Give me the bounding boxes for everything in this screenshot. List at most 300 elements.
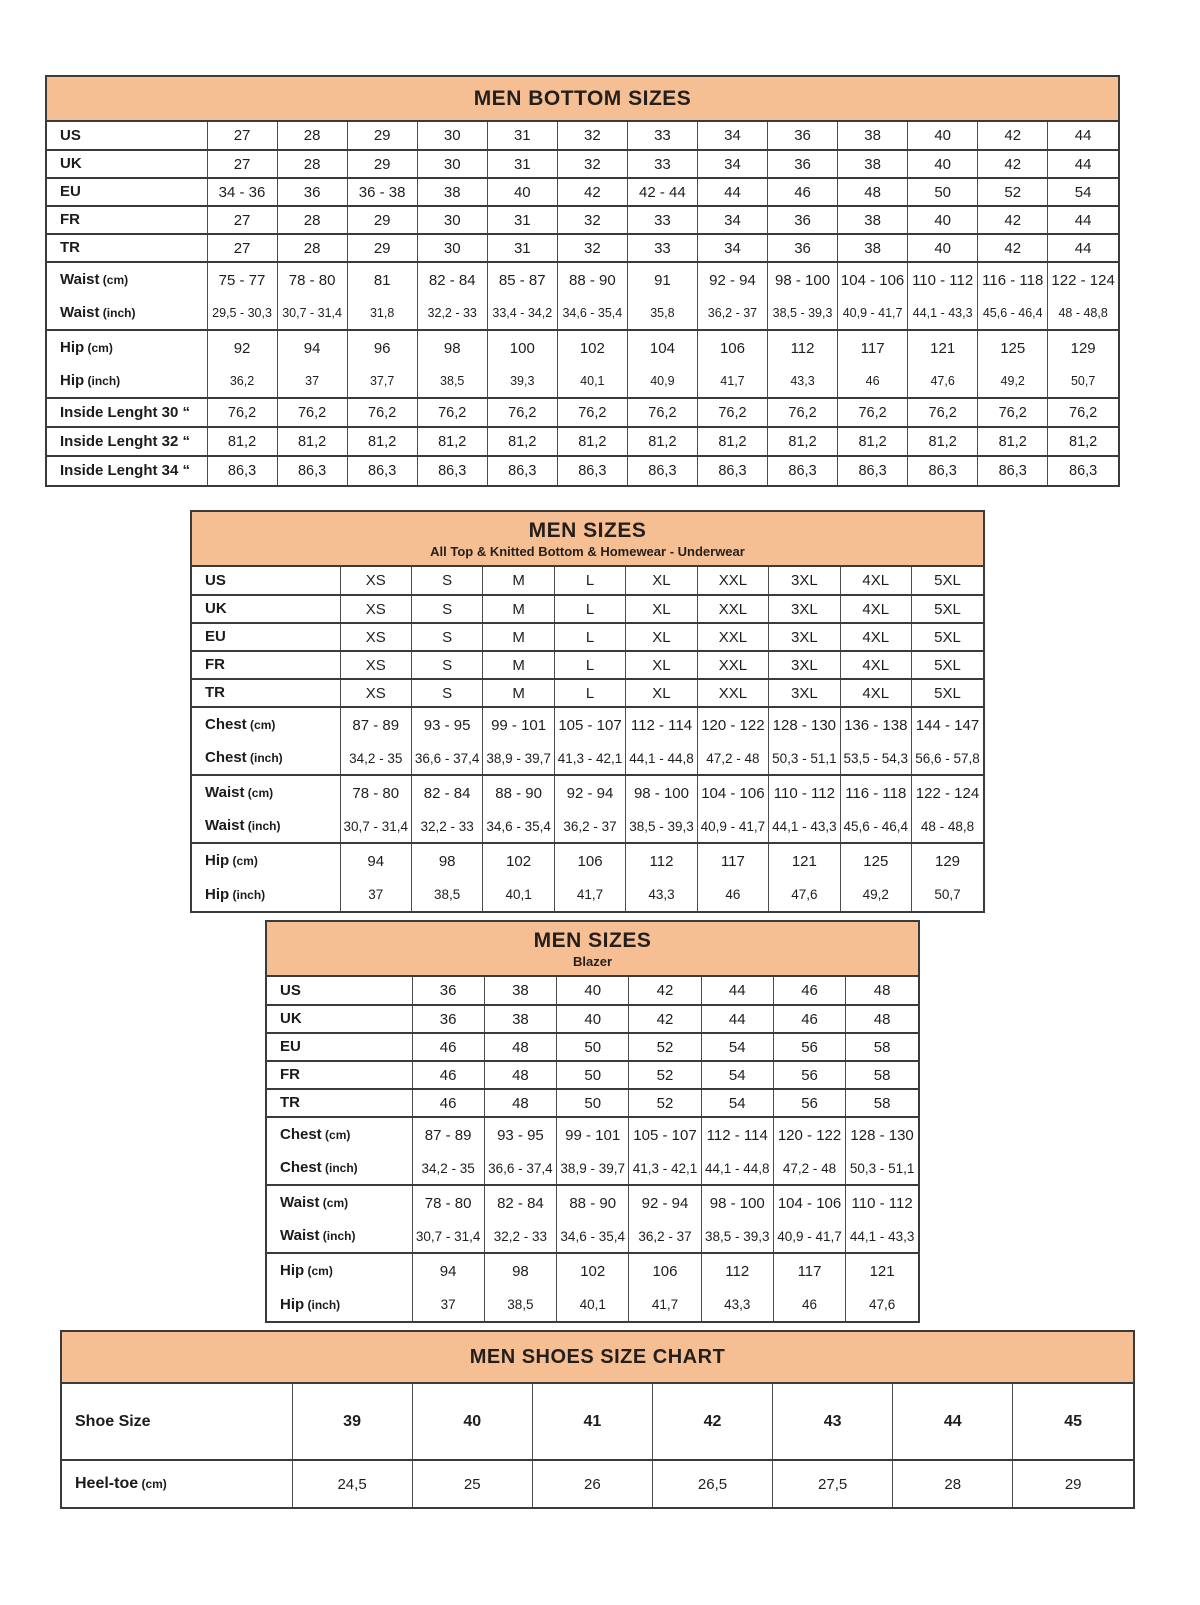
row-label — [47, 297, 207, 330]
size-cell: 94 — [340, 843, 411, 878]
size-cell: 52 — [629, 1033, 701, 1061]
table-row — [267, 1152, 918, 1185]
size-cell: 54 — [701, 1089, 773, 1117]
size-cell: 75 - 77 — [207, 262, 277, 297]
size-cell: 98 — [411, 843, 482, 878]
size-cell: 99 - 101 — [483, 707, 554, 742]
table-row — [267, 1220, 918, 1253]
row-label-unit: (inch) — [99, 306, 136, 320]
size-cell: 34,2 - 35 — [340, 742, 411, 775]
size-cell: 44 — [1048, 150, 1118, 178]
table-row — [267, 1033, 918, 1061]
size-cell: 3XL — [769, 567, 840, 595]
row-label — [267, 1033, 412, 1061]
row-label — [47, 398, 207, 427]
size-cell: 40,9 - 41,7 — [697, 810, 768, 843]
size-cell: 104 - 106 — [773, 1185, 845, 1220]
size-cell: 106 — [554, 843, 625, 878]
size-cell: 5XL — [912, 595, 984, 623]
row-label-text: UK — [205, 600, 227, 617]
size-cell: 38,9 - 39,7 — [483, 742, 554, 775]
size-cell: 48 — [484, 1033, 556, 1061]
size-cell: 32 — [557, 122, 627, 150]
size-cell: 76,2 — [627, 398, 697, 427]
size-cell: 40 — [557, 977, 629, 1005]
size-cell: 36,2 — [207, 365, 277, 398]
size-cell: XL — [626, 595, 697, 623]
size-cell: 29 — [1013, 1460, 1133, 1507]
table-row — [62, 1460, 1133, 1507]
table-row — [47, 234, 1118, 262]
table-row — [267, 1288, 918, 1321]
row-label-text: Waist — [60, 271, 100, 288]
size-cell: 46 — [773, 1288, 845, 1321]
size-cell: 102 — [557, 330, 627, 365]
size-cell: 28 — [277, 150, 347, 178]
row-label-unit: (inch) — [321, 1161, 358, 1175]
size-cell: 117 — [773, 1253, 845, 1288]
size-cell: 129 — [1048, 330, 1118, 365]
row-label-text: US — [60, 126, 81, 144]
size-cell: 36,2 - 37 — [697, 297, 767, 330]
size-cell: 43,3 — [701, 1288, 773, 1321]
size-cell: 3XL — [769, 651, 840, 679]
size-cell: 76,2 — [347, 398, 417, 427]
row-label — [192, 651, 340, 679]
size-cell: 36 — [768, 150, 838, 178]
size-cell: M — [483, 623, 554, 651]
size-cell: 86,3 — [487, 456, 557, 485]
size-cell: 49,2 — [978, 365, 1048, 398]
size-cell: 45,6 - 46,4 — [978, 297, 1048, 330]
size-cell: 36 — [277, 178, 347, 206]
men-sizes-tops-header — [192, 512, 983, 567]
size-cell: 38,5 - 39,3 — [768, 297, 838, 330]
table-row — [47, 330, 1118, 365]
size-cell: 122 - 124 — [1048, 262, 1118, 297]
size-cell: 98 - 100 — [626, 775, 697, 810]
size-cell: 46 — [412, 1061, 484, 1089]
size-cell: 86,3 — [768, 456, 838, 485]
size-cell: 82 - 84 — [417, 262, 487, 297]
men-shoes-size-chart-table — [60, 1330, 1135, 1509]
size-cell: 88 - 90 — [483, 775, 554, 810]
row-label — [267, 977, 412, 1005]
row-label — [47, 456, 207, 485]
row-label-unit: (cm) — [229, 854, 258, 868]
row-label-text: Chest — [205, 749, 247, 766]
size-cell: 33 — [627, 234, 697, 262]
size-cell: 42 — [557, 178, 627, 206]
size-cell: 3XL — [769, 679, 840, 707]
size-cell: 34 — [697, 150, 767, 178]
size-cell: M — [483, 595, 554, 623]
size-cell: 36 — [768, 206, 838, 234]
men-bottom-sizes-header — [47, 77, 1118, 122]
size-cell: 45 — [1013, 1384, 1133, 1460]
size-cell: 32,2 - 33 — [411, 810, 482, 843]
size-cell: 38,5 - 39,3 — [701, 1220, 773, 1253]
size-cell: 46 — [773, 1005, 845, 1033]
size-cell: 121 — [769, 843, 840, 878]
table-row — [47, 297, 1118, 330]
size-cell: XL — [626, 567, 697, 595]
size-cell: 4XL — [840, 651, 911, 679]
size-cell: 112 - 114 — [701, 1117, 773, 1152]
size-cell: 47,6 — [908, 365, 978, 398]
table-row — [192, 567, 983, 595]
size-cell: 81,2 — [487, 427, 557, 456]
size-cell: 29 — [347, 206, 417, 234]
size-cell: 42 — [652, 1384, 772, 1460]
men-bottom-sizes-grid — [47, 122, 1118, 485]
size-cell: S — [411, 679, 482, 707]
row-label-unit: (inch) — [319, 1229, 356, 1243]
row-label-unit: (cm) — [244, 786, 274, 800]
size-cell: 42 - 44 — [627, 178, 697, 206]
row-label-text: Inside Lenght 30 “ — [60, 403, 191, 421]
row-label — [47, 150, 207, 178]
row-label — [62, 1384, 292, 1460]
size-cell: 100 — [487, 330, 557, 365]
table-row — [192, 707, 983, 742]
men-sizes-blazer-header — [267, 922, 918, 977]
size-cell: 82 - 84 — [484, 1185, 556, 1220]
size-cell: 81,2 — [768, 427, 838, 456]
row-label-text: Waist — [280, 1227, 320, 1244]
size-cell: 76,2 — [838, 398, 908, 427]
men-bottom-sizes-table — [45, 75, 1120, 487]
row-label-text: Hip — [60, 339, 85, 356]
size-cell: 42 — [978, 122, 1048, 150]
size-cell: 3XL — [769, 595, 840, 623]
size-cell: 112 — [626, 843, 697, 878]
size-cell: 144 - 147 — [912, 707, 984, 742]
size-cell: 78 - 80 — [277, 262, 347, 297]
table-row — [192, 651, 983, 679]
size-cell: 50,3 - 51,1 — [769, 742, 840, 775]
row-label-text: Hip — [205, 885, 230, 903]
size-cell: 31 — [487, 206, 557, 234]
size-cell: 46 — [768, 178, 838, 206]
size-cell: 28 — [277, 122, 347, 150]
size-cell: 104 - 106 — [697, 775, 768, 810]
row-label — [192, 567, 340, 595]
size-cell: 26 — [532, 1460, 652, 1507]
size-cell: 42 — [629, 977, 701, 1005]
size-cell: 30 — [417, 122, 487, 150]
size-cell: 86,3 — [978, 456, 1048, 485]
size-cell: 52 — [978, 178, 1048, 206]
size-cell: 27,5 — [773, 1460, 893, 1507]
size-cell: 76,2 — [417, 398, 487, 427]
size-cell: 117 — [697, 843, 768, 878]
size-cell: 105 - 107 — [629, 1117, 701, 1152]
size-cell: 40 — [412, 1384, 532, 1460]
table-row — [47, 206, 1118, 234]
row-label-unit: (inch) — [229, 887, 266, 902]
size-cell: 106 — [629, 1253, 701, 1288]
size-cell: 40,9 — [627, 365, 697, 398]
row-label-text: Chest — [205, 716, 247, 733]
size-cell: 76,2 — [207, 398, 277, 427]
size-cell: 50 — [557, 1033, 629, 1061]
size-cell: XXL — [697, 623, 768, 651]
row-label-text: UK — [280, 1010, 302, 1027]
size-cell: 40 — [557, 1005, 629, 1033]
size-cell: L — [554, 651, 625, 679]
table-row — [47, 262, 1118, 297]
size-cell: 38 — [838, 122, 908, 150]
row-label-unit: (inch) — [244, 819, 281, 833]
size-cell: 38,5 — [484, 1288, 556, 1321]
size-cell: 54 — [701, 1061, 773, 1089]
size-cell: 5XL — [912, 567, 984, 595]
table-subtitle: Blazer — [572, 954, 613, 969]
men-shoes-size-chart-header — [62, 1332, 1133, 1384]
size-cell: 34,6 - 35,4 — [483, 810, 554, 843]
table-title: MEN SIZES — [533, 929, 652, 952]
size-cell: 41,7 — [629, 1288, 701, 1321]
row-label-unit: (inch) — [304, 1297, 341, 1312]
size-cell: 30,7 - 31,4 — [340, 810, 411, 843]
size-cell: 96 — [347, 330, 417, 365]
row-label — [62, 1460, 292, 1507]
size-cell: 93 - 95 — [411, 707, 482, 742]
size-cell: 54 — [1048, 178, 1118, 206]
size-cell: 56 — [773, 1061, 845, 1089]
size-cell: 76,2 — [908, 398, 978, 427]
size-cell: 86,3 — [627, 456, 697, 485]
table-row — [267, 1253, 918, 1288]
table-title: MEN SIZES — [528, 519, 647, 542]
table-row — [62, 1384, 1133, 1460]
size-cell: 81,2 — [838, 427, 908, 456]
size-cell: M — [483, 567, 554, 595]
size-cell: 36,6 - 37,4 — [484, 1152, 556, 1185]
row-label-text: EU — [205, 628, 226, 645]
table-row — [192, 810, 983, 843]
size-cell: 125 — [840, 843, 911, 878]
row-label-unit: (inch) — [246, 751, 283, 765]
size-cell: 34,6 - 35,4 — [557, 297, 627, 330]
size-cell: 32 — [557, 150, 627, 178]
size-cell: 76,2 — [487, 398, 557, 427]
size-cell: 121 — [908, 330, 978, 365]
size-cell: 32,2 - 33 — [417, 297, 487, 330]
size-cell: 81,2 — [627, 427, 697, 456]
size-cell: L — [554, 567, 625, 595]
size-cell: M — [483, 651, 554, 679]
size-cell: 44,1 - 44,8 — [626, 742, 697, 775]
size-cell: 5XL — [912, 651, 984, 679]
size-cell: 78 - 80 — [340, 775, 411, 810]
size-cell: 112 - 114 — [626, 707, 697, 742]
size-cell: 86,3 — [417, 456, 487, 485]
row-label-text: Shoe Size — [75, 1412, 151, 1430]
row-label-text: Waist — [280, 1194, 320, 1211]
row-label-unit: (cm) — [138, 1477, 167, 1491]
row-label — [192, 775, 340, 810]
size-cell: XXL — [697, 595, 768, 623]
size-cell: 27 — [207, 150, 277, 178]
size-cell: XL — [626, 679, 697, 707]
row-label-text: Hip — [280, 1295, 305, 1313]
table-title: MEN BOTTOM SIZES — [473, 87, 692, 110]
size-cell: 81,2 — [978, 427, 1048, 456]
size-cell: 94 — [412, 1253, 484, 1288]
size-cell: 41,7 — [697, 365, 767, 398]
size-cell: 76,2 — [768, 398, 838, 427]
size-cell: XL — [626, 651, 697, 679]
size-cell: 44,1 - 43,3 — [846, 1220, 918, 1253]
row-label-text: Chest — [280, 1159, 322, 1176]
men-sizes-blazer-grid — [267, 977, 918, 1321]
size-cell: 136 - 138 — [840, 707, 911, 742]
size-cell: 38,5 — [411, 878, 482, 911]
row-label-text: US — [280, 981, 301, 999]
row-label — [192, 623, 340, 651]
size-cell: 86,3 — [557, 456, 627, 485]
row-label-text: FR — [280, 1066, 300, 1083]
size-cell: 43,3 — [768, 365, 838, 398]
size-cell: 33 — [627, 150, 697, 178]
size-cell: 41,7 — [554, 878, 625, 911]
row-label-text: EU — [280, 1038, 301, 1055]
men-sizes-tops-table — [190, 510, 985, 913]
size-cell: 45,6 - 46,4 — [840, 810, 911, 843]
size-cell: 30 — [417, 234, 487, 262]
size-cell: 47,6 — [769, 878, 840, 911]
size-cell: 4XL — [840, 623, 911, 651]
row-label-text: FR — [205, 656, 225, 673]
size-cell: 104 - 106 — [838, 262, 908, 297]
size-cell: 56,6 - 57,8 — [912, 742, 984, 775]
size-cell: 41 — [532, 1384, 652, 1460]
size-cell: 40,1 — [483, 878, 554, 911]
size-cell: 128 - 130 — [769, 707, 840, 742]
size-cell: 48 — [846, 977, 918, 1005]
size-cell: L — [554, 623, 625, 651]
row-label — [192, 742, 340, 775]
size-cell: 42 — [978, 150, 1048, 178]
row-label-text: TR — [280, 1094, 300, 1111]
size-cell: 40 — [908, 150, 978, 178]
size-cell: 26,5 — [652, 1460, 772, 1507]
size-cell: 44 — [893, 1384, 1013, 1460]
size-cell: 4XL — [840, 595, 911, 623]
size-cell: 41,3 - 42,1 — [629, 1152, 701, 1185]
row-label — [47, 330, 207, 365]
size-cell: 29 — [347, 150, 417, 178]
size-cell: 38 — [838, 234, 908, 262]
size-cell: 36 — [768, 234, 838, 262]
size-cell: 86,3 — [207, 456, 277, 485]
size-cell: 121 — [846, 1253, 918, 1288]
size-cell: 3XL — [769, 623, 840, 651]
size-cell: 39,3 — [487, 365, 557, 398]
size-cell: 50 — [557, 1089, 629, 1117]
size-cell: 110 - 112 — [769, 775, 840, 810]
size-cell: 44 — [1048, 206, 1118, 234]
size-cell: 40,9 - 41,7 — [773, 1220, 845, 1253]
row-label-unit: (cm) — [304, 1264, 333, 1278]
size-cell: 35,8 — [627, 297, 697, 330]
size-cell: S — [411, 651, 482, 679]
size-cell: 112 — [701, 1253, 773, 1288]
size-cell: 42 — [978, 206, 1048, 234]
size-cell: 42 — [629, 1005, 701, 1033]
row-label-text: Heel-toe — [75, 1475, 139, 1492]
size-cell: 44 — [697, 178, 767, 206]
size-cell: 85 - 87 — [487, 262, 557, 297]
size-cell: 38 — [484, 977, 556, 1005]
size-cell: 37 — [412, 1288, 484, 1321]
size-cell: 36,2 - 37 — [554, 810, 625, 843]
row-label-unit: (cm) — [84, 341, 113, 355]
size-cell: 34,2 - 35 — [412, 1152, 484, 1185]
table-row — [192, 775, 983, 810]
size-cell: XS — [340, 623, 411, 651]
size-cell: 34 — [697, 206, 767, 234]
size-cell: 46 — [773, 977, 845, 1005]
size-cell: 76,2 — [277, 398, 347, 427]
size-cell: 47,2 - 48 — [697, 742, 768, 775]
size-cell: 46 — [412, 1033, 484, 1061]
row-label — [47, 122, 207, 150]
size-cell: 40 — [908, 122, 978, 150]
size-cell: S — [411, 623, 482, 651]
size-cell: 93 - 95 — [484, 1117, 556, 1152]
size-cell: 76,2 — [1048, 398, 1118, 427]
size-cell: 81,2 — [557, 427, 627, 456]
size-cell: 120 - 122 — [773, 1117, 845, 1152]
size-cell: 40,1 — [557, 1288, 629, 1321]
row-label — [267, 1089, 412, 1117]
row-label — [47, 206, 207, 234]
size-cell: 49,2 — [840, 878, 911, 911]
size-cell: 48 — [484, 1061, 556, 1089]
size-cell: 50,7 — [1048, 365, 1118, 398]
size-cell: 36 - 38 — [347, 178, 417, 206]
size-cell: 50,3 - 51,1 — [846, 1152, 918, 1185]
row-label — [192, 707, 340, 742]
size-cell: 25 — [412, 1460, 532, 1507]
size-cell: 30,7 - 31,4 — [277, 297, 347, 330]
size-cell: 86,3 — [838, 456, 908, 485]
size-cell: 27 — [207, 206, 277, 234]
size-cell: 76,2 — [557, 398, 627, 427]
size-cell: S — [411, 595, 482, 623]
size-cell: M — [483, 679, 554, 707]
table-row — [47, 398, 1118, 427]
row-label-text: US — [205, 571, 226, 589]
size-cell: XS — [340, 679, 411, 707]
table-row — [267, 1089, 918, 1117]
size-cell: 92 — [207, 330, 277, 365]
size-cell: 44 — [701, 977, 773, 1005]
table-row — [47, 365, 1118, 398]
size-cell: 81,2 — [417, 427, 487, 456]
size-cell: 34 — [697, 234, 767, 262]
size-cell: 34 — [697, 122, 767, 150]
row-label — [47, 234, 207, 262]
row-label-unit: (cm) — [319, 1196, 349, 1210]
size-cell: 46 — [838, 365, 908, 398]
row-label — [267, 1185, 412, 1220]
table-row — [267, 1061, 918, 1089]
row-label — [267, 1288, 412, 1321]
